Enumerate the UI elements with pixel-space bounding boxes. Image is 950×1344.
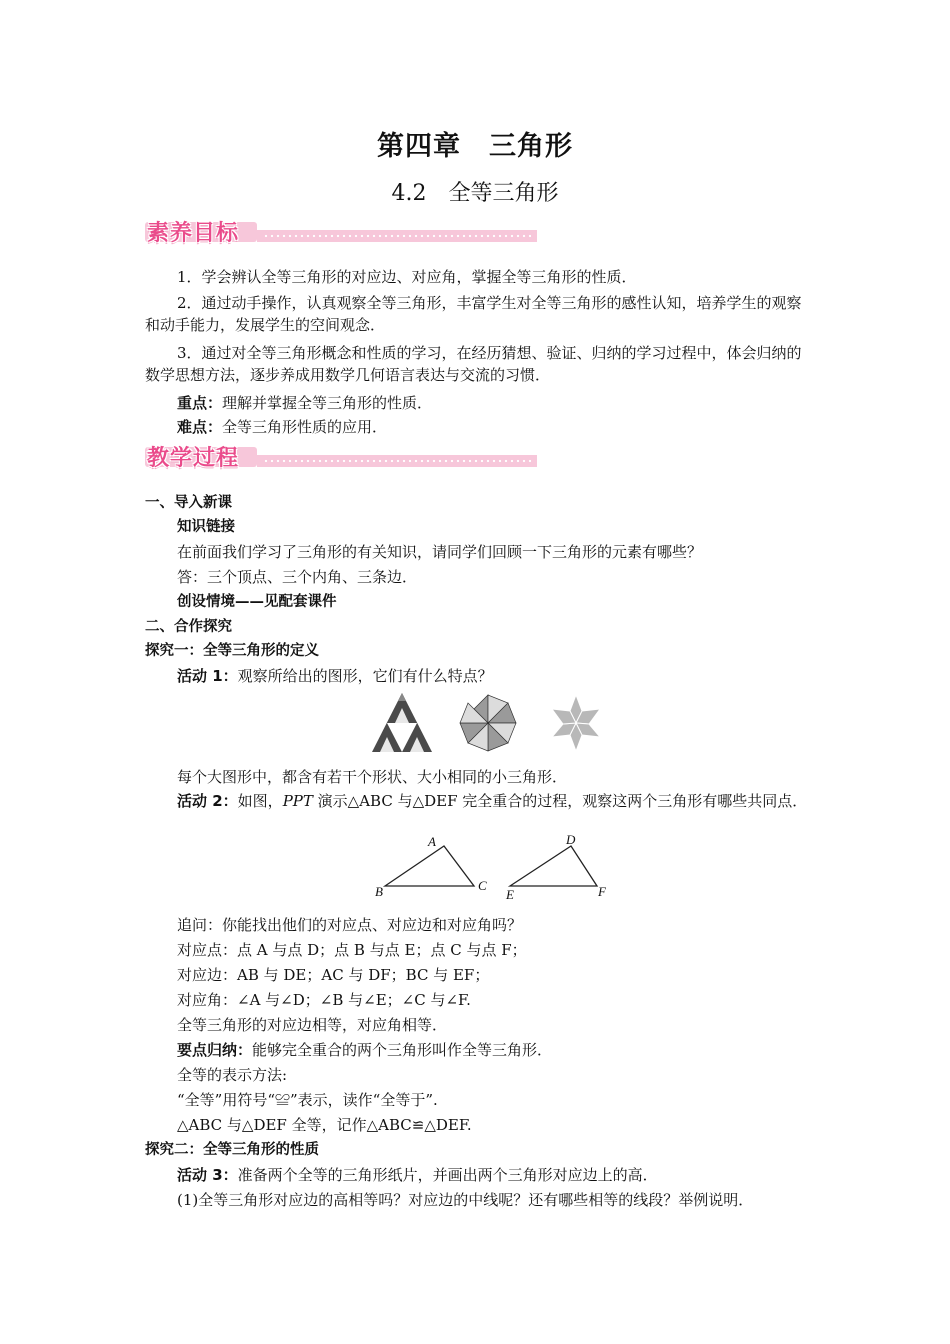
scenario-heading: 创设情境——见配套课件 — [177, 594, 337, 610]
label-e: E — [506, 887, 514, 902]
section-explore-heading: 二、合作探究 — [145, 619, 232, 635]
activity-1-answer: 每个大图形中，都含有若干个形状、大小相同的小三角形． — [177, 768, 568, 786]
explore-1-heading: 探究一：全等三角形的定义 — [145, 643, 319, 659]
goals-banner-text: 素养目标 — [147, 221, 240, 246]
label-d: D — [566, 832, 576, 847]
triangles-figure — [370, 832, 615, 904]
label-b: B — [375, 884, 383, 899]
notation-symbol: “全等”用符号“≌”表示，读作“全等于”. — [177, 1091, 438, 1109]
activity-2-pre: 如图， — [237, 792, 283, 810]
key-label: 重点： — [177, 394, 223, 412]
summary-label: 要点归纳： — [177, 1041, 253, 1059]
pinwheel-icon — [460, 695, 516, 751]
chapter-title: 第四章 三角形 — [377, 131, 573, 162]
summary-text: 能够完全重合的两个三角形叫作全等三角形． — [252, 1041, 553, 1059]
review-question: 在前面我们学习了三角形的有关知识，请同学们回顾一下三角形的元素有哪些？ — [177, 543, 703, 561]
sierpinski-triangle-icon — [372, 693, 432, 752]
congruence-property: 全等三角形的对应边相等，对应角相等． — [177, 1016, 448, 1034]
activity-3-label: 活动 3： — [177, 1166, 238, 1184]
difficulty-text: 全等三角形性质的应用． — [222, 418, 388, 436]
goal-1: 1．学会辨认全等三角形的对应边、对应角，掌握全等三角形的性质． — [177, 268, 637, 286]
activity-1-text: 观察所给出的图形，它们有什么特点？ — [237, 667, 493, 685]
explore-2-heading: 探究二：全等三角形的性质 — [145, 1142, 319, 1158]
section-title: 4.2 全等三角形 — [391, 181, 559, 206]
goals-banner — [145, 216, 537, 246]
label-f: F — [598, 884, 606, 899]
activity-2 — [145, 790, 810, 812]
goal-2: 2．通过动手操作，认真观察全等三角形，丰富学生对全等三角形的感性认知，培养学生的观察和动手能力，发展学生的空间观念． — [145, 294, 802, 334]
key-summary — [177, 1039, 810, 1061]
process-banner — [145, 441, 537, 471]
review-answer: 答：三个顶点、三个内角、三条边． — [177, 568, 418, 586]
star-icon — [552, 695, 600, 751]
triangle-def — [510, 846, 597, 886]
activity-3 — [177, 1164, 810, 1186]
triangle-abc — [385, 846, 474, 886]
label-c: C — [478, 878, 487, 893]
section-intro-heading: 一、导入新课 — [145, 495, 232, 511]
activity-3-text: 准备两个全等的三角形纸片，并画出两个三角形对应边上的高． — [237, 1166, 658, 1184]
process-banner-text: 教学过程 — [147, 446, 240, 471]
activity-1 — [177, 665, 810, 687]
activity-2-text: 演示△ABC 与△DEF 完全重合的过程，观察这两个三角形有哪些共同点． — [312, 792, 808, 810]
activity-2-ppt: PPT — [282, 792, 313, 810]
activity-2-label: 活动 2： — [177, 792, 238, 810]
key-point — [177, 392, 810, 414]
corresponding-points: 对应点：点 A 与点 D；点 B 与点 E；点 C 与点 F； — [177, 941, 527, 959]
banner-dots — [263, 459, 531, 463]
knowledge-link-heading: 知识链接 — [177, 519, 235, 535]
difficulty-point — [177, 416, 810, 438]
notation-example: △ABC 与△DEF 全等，记作△ABC≌△DEF. — [177, 1116, 472, 1134]
triangle-patterns-figure — [370, 690, 610, 756]
banner-dots — [263, 234, 531, 238]
difficulty-label: 难点： — [177, 418, 223, 436]
notation-title: 全等的表示方法: — [177, 1066, 288, 1084]
goal-3: 3．通过对全等三角形概念和性质的学习，在经历猜想、验证、归纳的学习过程中，体会归纳的数学思想方法，逐步养成用数学几何语言表达与交流的习惯． — [145, 344, 802, 384]
corresponding-angles: 对应角：∠A 与∠D；∠B 与∠E；∠C 与∠F. — [177, 991, 471, 1009]
activity-1-label: 活动 1： — [177, 667, 238, 685]
corresponding-sides: 对应边：AB 与 DE；AC 与 DF；BC 与 EF； — [177, 966, 490, 984]
followup-question: 追问：你能找出他们的对应点、对应边和对应角吗？ — [177, 916, 523, 934]
key-text: 理解并掌握全等三角形的性质． — [222, 394, 433, 412]
activity-3-question: (1)全等三角形对应边的高相等吗？对应边的中线呢？还有哪些相等的线段？举例说明． — [177, 1191, 754, 1209]
label-a: A — [428, 834, 436, 849]
